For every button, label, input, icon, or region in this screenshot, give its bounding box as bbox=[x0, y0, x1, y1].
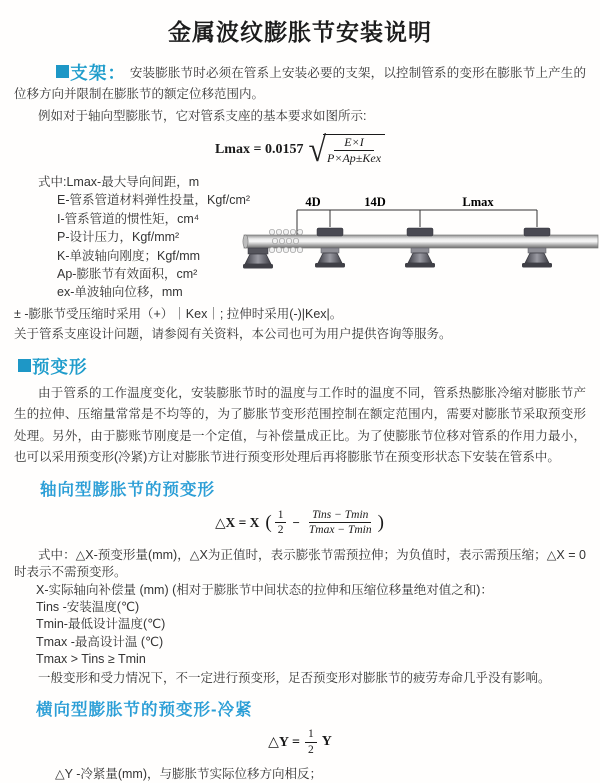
support-example-line: 例如对于轴向型膨胀节，它对管系支座的基本要求如图所示: bbox=[38, 109, 367, 123]
formula-axial-preform bbox=[0, 501, 600, 545]
definition-line: 式中:Lmax-最大导向间距，m bbox=[38, 175, 200, 189]
x-definition-line: X-实际轴向补偿量 (mm) (相对于膨胀节中间状态的拉伸和压缩位移量绝对值之和)： bbox=[36, 582, 493, 597]
definition-line: ex-单波轴向位移，mm bbox=[57, 285, 183, 300]
formula-lmax bbox=[0, 130, 600, 170]
page-title: 金属波纹膨胀节安装说明 bbox=[168, 19, 432, 45]
temp-definition-line: Tmax -最高设计温 (℃) bbox=[36, 634, 164, 649]
consult-note-line: 关于管系支座设计问题，请参阅有关资料，本公司也可为用户提供咨询等服务。 bbox=[14, 326, 452, 341]
definition-line: K-单波轴向刚度；Kgf/mm bbox=[57, 248, 201, 263]
axial-preform-heading: 轴向型膨胀节的预变形 bbox=[40, 480, 215, 499]
temp-definition-line: Tmin-最低设计温度(℃) bbox=[36, 617, 166, 632]
half-fraction bbox=[275, 508, 287, 538]
definition-line: P-设计压力，Kgf/mm² bbox=[57, 230, 180, 245]
pipe-support-diagram bbox=[242, 195, 600, 279]
definitions-and-diagram bbox=[14, 173, 586, 305]
preform-section-header-row bbox=[18, 354, 586, 379]
pipe-anchor bbox=[243, 248, 273, 269]
close-paren: ) bbox=[377, 511, 384, 533]
preform-body-paragraph: 由于管系的工作温度变化，安装膨胀节时的温度与工作时的温度不同，管系热膨胀冷缩对膨胀节产生的拉伸、压缩量常常是不均等的，为了膨胀节变形范围控制在额定范围内，需要对膨胀节采取预变形处理。另外，由于膨账节刚度是一个定值，与补偿量成正比。为了使膨胀节位移对管系的作用力最小，也可以采用预变形(冷紧)方让对膨胀节进行预变形处理后再将膨胀节在预变形状态下安装在管系中。 bbox=[14, 385, 586, 464]
sqrt-radical-symbol: √ bbox=[308, 129, 327, 169]
half-denominator: 2 bbox=[277, 524, 284, 536]
formula-lmax-lhs: Lmax = 0.0157 bbox=[214, 142, 304, 157]
section-header-support: 支架： bbox=[70, 63, 127, 83]
lateral-note-line: △Y -冷紧量(mm)，与膨胀节实际位移方向相反； bbox=[55, 767, 323, 781]
formula-dy-lhs: △Y = bbox=[268, 734, 300, 750]
definition-line: E-管系管道材料弹性投量，Kgf/cm² bbox=[57, 193, 251, 208]
section-square-icon bbox=[56, 65, 69, 78]
dim-label-4d: 4D bbox=[305, 195, 321, 209]
half-denominator: 2 bbox=[307, 743, 314, 756]
bellows-icon bbox=[269, 229, 302, 252]
support-intro-text: 安装膨胀节时必须在管系上安装必要的支架，以控制管系的变形在膨胀节上产生的位移方向并限制在膨胀节的额定位移范围内。 bbox=[14, 66, 586, 101]
temp-numerator: Tins − Tmin bbox=[309, 508, 371, 523]
sqrt-denominator: P×Ap±Kex bbox=[327, 151, 382, 165]
half-numerator: 1 bbox=[305, 727, 317, 742]
temperature-fraction bbox=[306, 508, 375, 538]
sqrt-numerator: E×I bbox=[334, 135, 373, 151]
section-square-icon bbox=[18, 359, 31, 372]
axial-explain-paragraph: 式中：△X-预变形量(mm)，△X为正值时，表示膨张节需预拉伸；为负值时，表示需预压缩；△X = 0时表示不需预变形。 bbox=[14, 547, 586, 580]
definition-line: I-管系管道的惯性矩，cm⁴ bbox=[57, 211, 200, 226]
half-numerator: 1 bbox=[275, 508, 287, 523]
definition-line: Ap-膨胀节有效面积，cm² bbox=[57, 267, 198, 282]
formula-lateral-preform bbox=[0, 722, 600, 762]
half-fraction bbox=[305, 727, 317, 757]
dim-label-lmax: Lmax bbox=[462, 195, 494, 209]
formula-dx-lhs: △X = X bbox=[215, 514, 260, 530]
sqrt-fraction bbox=[323, 134, 385, 166]
open-paren: ( bbox=[265, 511, 272, 533]
temp-definition-line: Tmax > Tins ≥ Tmin bbox=[36, 651, 146, 666]
dim-label-14d: 14D bbox=[364, 195, 386, 209]
formula-dy-rhs: Y bbox=[321, 734, 332, 749]
axial-note-line: 一般变形和受力情况下，不一定进行预变形，足否预变形对膨胀节的疲劳寿命几乎没有影响。 bbox=[38, 671, 551, 685]
pm-note-line: ± -膨胀节受压缩时采用（+）｜Kex｜; 拉伸时采用(-)|Kex|。 bbox=[14, 307, 343, 321]
temp-definition-line: Tins -安装温度(℃) bbox=[36, 600, 140, 615]
minus-sign: − bbox=[292, 514, 300, 530]
section-header-preform: 预变形 bbox=[32, 356, 88, 377]
support-intro-paragraph bbox=[14, 63, 586, 105]
temp-denominator: Tmax − Tmin bbox=[308, 524, 372, 536]
lateral-preform-heading: 横向型膨胀节的预变形-冷紧 bbox=[36, 701, 253, 719]
